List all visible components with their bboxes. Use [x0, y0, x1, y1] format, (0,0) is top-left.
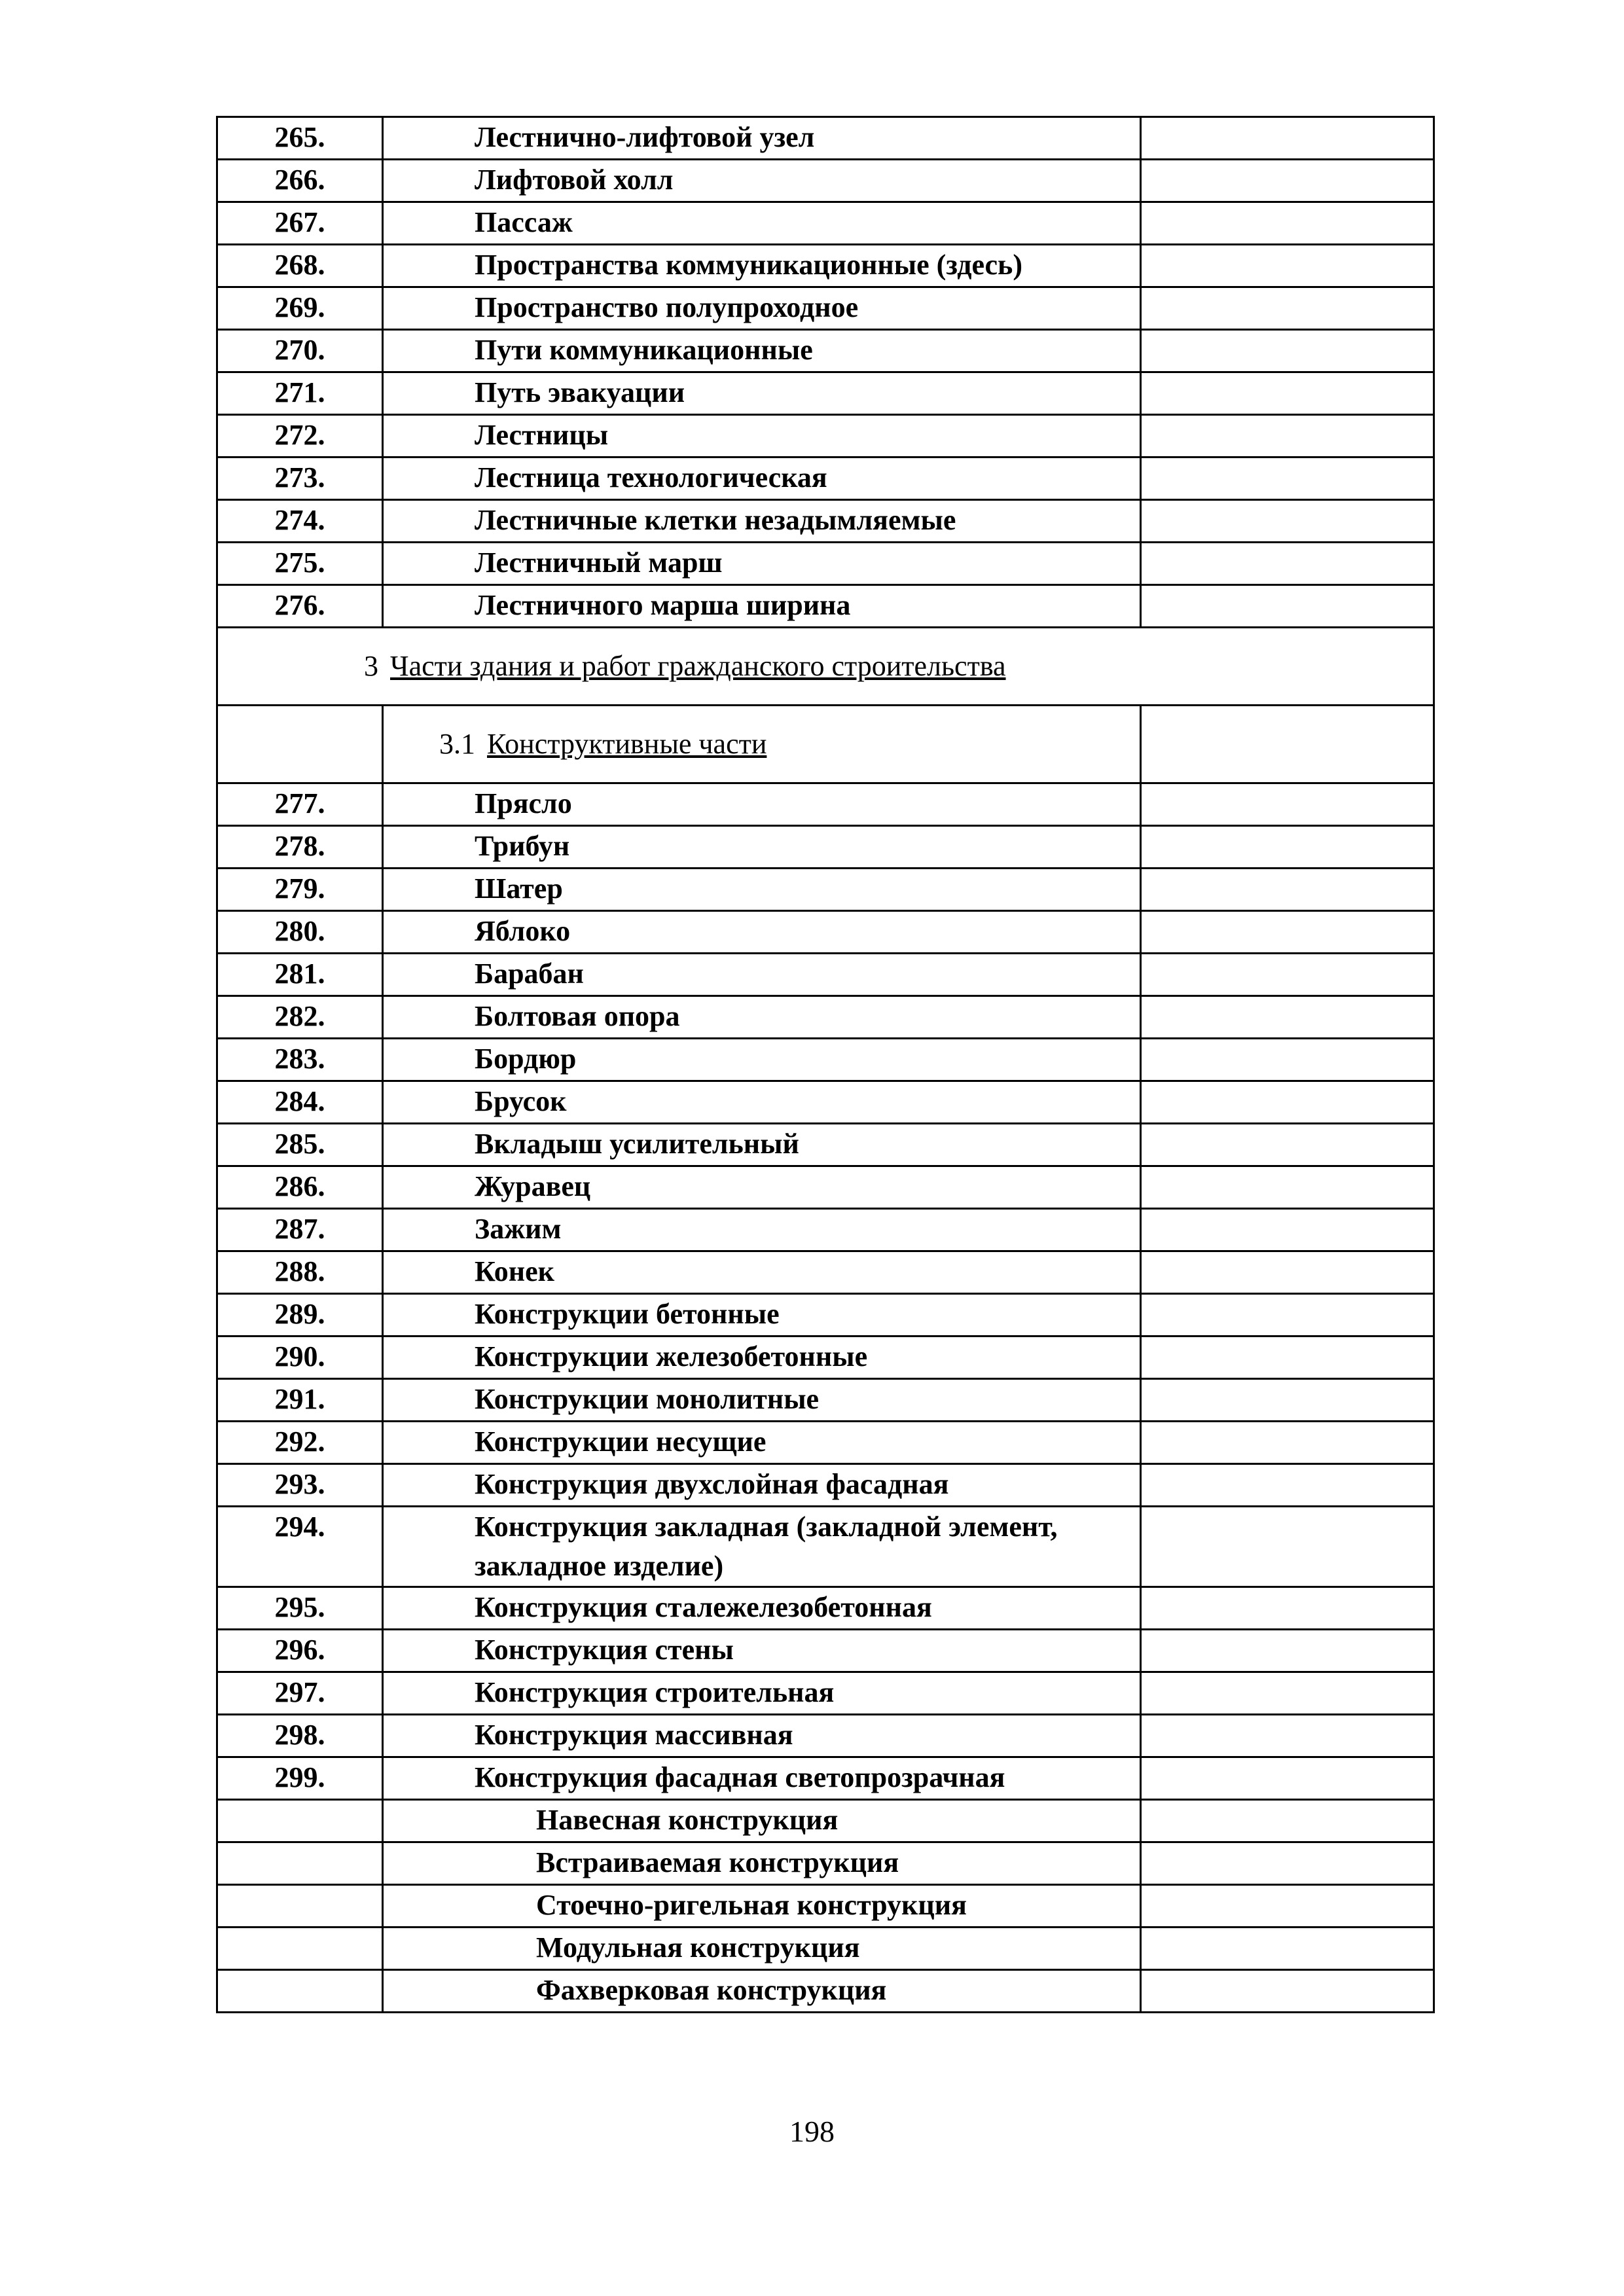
table-row — [217, 1209, 1434, 1251]
term-number: 269. — [217, 287, 383, 330]
term-note — [1141, 457, 1434, 500]
table-row — [217, 1757, 1434, 1800]
table-row — [217, 783, 1434, 826]
term-number: 265. — [217, 117, 383, 160]
table-row — [217, 117, 1434, 160]
table-row — [217, 954, 1434, 996]
term-note — [1141, 117, 1434, 160]
term-number: 274. — [217, 500, 383, 543]
term-note — [1141, 585, 1434, 628]
term-number: 292. — [217, 1422, 383, 1464]
term-name: Лестничные клетки незадымляемые — [383, 500, 1141, 543]
term-name: Конструкции несущие — [383, 1422, 1141, 1464]
table-row — [217, 500, 1434, 543]
term-name: Пространства коммуникационные (здесь) — [383, 245, 1141, 287]
table-row — [217, 330, 1434, 372]
term-note — [1141, 287, 1434, 330]
term-name: Конструкция фасадная светопрозрачная — [383, 1757, 1141, 1800]
term-name: Лестничный марш — [383, 543, 1141, 585]
term-name: Лифтовой холл — [383, 160, 1141, 202]
term-note — [1141, 1928, 1434, 1970]
term-name: Зажим — [383, 1209, 1141, 1251]
table-row — [217, 287, 1434, 330]
term-number: 273. — [217, 457, 383, 500]
term-number: 276. — [217, 585, 383, 628]
term-name: Лестницы — [383, 415, 1141, 457]
term-number: 294. — [217, 1507, 383, 1587]
term-number — [217, 1885, 383, 1928]
term-number: 299. — [217, 1757, 383, 1800]
term-note — [1141, 911, 1434, 954]
term-number: 275. — [217, 543, 383, 585]
term-note — [1141, 415, 1434, 457]
term-name: Вкладыш усилительный — [383, 1124, 1141, 1166]
term-name: Пассаж — [383, 202, 1141, 245]
term-number: 298. — [217, 1715, 383, 1757]
section-cell — [217, 628, 1434, 706]
term-note — [1141, 1209, 1434, 1251]
term-number: 289. — [217, 1294, 383, 1336]
term-note — [1141, 1251, 1434, 1294]
term-number: 285. — [217, 1124, 383, 1166]
term-note — [1141, 1885, 1434, 1928]
section-row — [217, 628, 1434, 706]
term-note — [1141, 245, 1434, 287]
term-note — [1141, 1587, 1434, 1630]
term-name: Навесная конструкция — [383, 1800, 1141, 1842]
subsection-note-cell — [1141, 706, 1434, 783]
term-name: Конструкция строительная — [383, 1672, 1141, 1715]
table-row — [217, 160, 1434, 202]
table-row — [217, 585, 1434, 628]
term-note — [1141, 1800, 1434, 1842]
term-note — [1141, 1507, 1434, 1587]
term-note — [1141, 202, 1434, 245]
term-name: Барабан — [383, 954, 1141, 996]
term-number: 277. — [217, 783, 383, 826]
term-number: 295. — [217, 1587, 383, 1630]
term-note — [1141, 1039, 1434, 1081]
term-number: 267. — [217, 202, 383, 245]
term-number: 270. — [217, 330, 383, 372]
term-name: Конструкции железобетонные — [383, 1336, 1141, 1379]
term-number: 272. — [217, 415, 383, 457]
table-row — [217, 543, 1434, 585]
table-row — [217, 1970, 1434, 2013]
term-name: Пространство полупроходное — [383, 287, 1141, 330]
table-row — [217, 1715, 1434, 1757]
term-note — [1141, 1422, 1434, 1464]
term-note — [1141, 1294, 1434, 1336]
table-row — [217, 457, 1434, 500]
section-number: 3 — [364, 650, 378, 682]
table-row — [217, 1672, 1434, 1715]
term-number: 291. — [217, 1379, 383, 1422]
table-row — [217, 1800, 1434, 1842]
term-number: 279. — [217, 869, 383, 911]
term-number: 286. — [217, 1166, 383, 1209]
table-row — [217, 1081, 1434, 1124]
term-note — [1141, 1842, 1434, 1885]
term-number: 280. — [217, 911, 383, 954]
term-number: 288. — [217, 1251, 383, 1294]
term-number — [217, 1842, 383, 1885]
term-number: 297. — [217, 1672, 383, 1715]
table-row — [217, 1379, 1434, 1422]
subsection-cell — [383, 706, 1141, 783]
term-note — [1141, 1630, 1434, 1672]
term-note — [1141, 1672, 1434, 1715]
subsection-title: Конструктивные части — [487, 728, 767, 760]
term-number: 266. — [217, 160, 383, 202]
term-name: Фахверковая конструкция — [383, 1970, 1141, 2013]
terms-table — [216, 116, 1435, 2013]
table-row — [217, 1166, 1434, 1209]
table-row — [217, 1507, 1434, 1587]
term-number: 287. — [217, 1209, 383, 1251]
subsection-number: 3.1 — [439, 728, 475, 760]
term-note — [1141, 1970, 1434, 2013]
term-number: 268. — [217, 245, 383, 287]
term-note — [1141, 869, 1434, 911]
term-number: 278. — [217, 826, 383, 869]
table-row — [217, 1251, 1434, 1294]
subsection-row — [217, 706, 1434, 783]
table-row — [217, 202, 1434, 245]
term-name: Прясло — [383, 783, 1141, 826]
term-number — [217, 1800, 383, 1842]
term-name: Болтовая опора — [383, 996, 1141, 1039]
subsection-empty-cell — [217, 706, 383, 783]
table-row — [217, 1928, 1434, 1970]
table-row — [217, 1336, 1434, 1379]
table-row — [217, 1039, 1434, 1081]
term-name: Шатер — [383, 869, 1141, 911]
term-number — [217, 1970, 383, 2013]
term-note — [1141, 500, 1434, 543]
term-name: Конструкции бетонные — [383, 1294, 1141, 1336]
term-note — [1141, 543, 1434, 585]
term-name: Лестница технологическая — [383, 457, 1141, 500]
term-name: Путь эвакуации — [383, 372, 1141, 415]
term-note — [1141, 996, 1434, 1039]
term-name: Конструкции монолитные — [383, 1379, 1141, 1422]
table-row — [217, 826, 1434, 869]
table-row — [217, 1630, 1434, 1672]
table-row — [217, 1422, 1434, 1464]
term-note — [1141, 1166, 1434, 1209]
term-name: Конструкция стены — [383, 1630, 1141, 1672]
table-row — [217, 1124, 1434, 1166]
term-name: Конек — [383, 1251, 1141, 1294]
term-name: Модульная конструкция — [383, 1928, 1141, 1970]
term-name: Конструкция сталежелезобетонная — [383, 1587, 1141, 1630]
section-title: Части здания и работ гражданского строительства — [390, 650, 1006, 682]
term-number: 284. — [217, 1081, 383, 1124]
table-row — [217, 1587, 1434, 1630]
term-name: Брусок — [383, 1081, 1141, 1124]
table-row — [217, 1842, 1434, 1885]
term-name: Конструкция двухслойная фасадная — [383, 1464, 1141, 1507]
term-name: Трибун — [383, 826, 1141, 869]
term-name: Конструкция массивная — [383, 1715, 1141, 1757]
term-note — [1141, 826, 1434, 869]
page-number: 198 — [789, 2115, 835, 2148]
term-note — [1141, 783, 1434, 826]
term-note — [1141, 1715, 1434, 1757]
table-row — [217, 996, 1434, 1039]
table-row — [217, 1294, 1434, 1336]
table-row — [217, 372, 1434, 415]
term-note — [1141, 1081, 1434, 1124]
term-number: 290. — [217, 1336, 383, 1379]
term-number: 282. — [217, 996, 383, 1039]
term-note — [1141, 330, 1434, 372]
table-row — [217, 869, 1434, 911]
term-number: 271. — [217, 372, 383, 415]
term-note — [1141, 1336, 1434, 1379]
table-row — [217, 415, 1434, 457]
term-name: Конструкция закладная (закладной элемент, закладное изделие) — [383, 1507, 1141, 1587]
term-note — [1141, 160, 1434, 202]
table-row — [217, 245, 1434, 287]
term-name: Яблоко — [383, 911, 1141, 954]
term-number: 293. — [217, 1464, 383, 1507]
term-name: Лестничного марша ширина — [383, 585, 1141, 628]
term-name: Журавец — [383, 1166, 1141, 1209]
term-note — [1141, 1757, 1434, 1800]
term-note — [1141, 372, 1434, 415]
term-name: Пути коммуникационные — [383, 330, 1141, 372]
term-note — [1141, 1124, 1434, 1166]
term-name: Встраиваемая конструкция — [383, 1842, 1141, 1885]
table-row — [217, 1464, 1434, 1507]
table-row — [217, 1885, 1434, 1928]
term-note — [1141, 954, 1434, 996]
term-number: 283. — [217, 1039, 383, 1081]
term-number: 296. — [217, 1630, 383, 1672]
table-row — [217, 911, 1434, 954]
term-name: Стоечно-ригельная конструкция — [383, 1885, 1141, 1928]
term-note — [1141, 1464, 1434, 1507]
term-name: Лестнично-лифтовой узел — [383, 117, 1141, 160]
term-name: Бордюр — [383, 1039, 1141, 1081]
term-note — [1141, 1379, 1434, 1422]
term-number: 281. — [217, 954, 383, 996]
term-number — [217, 1928, 383, 1970]
